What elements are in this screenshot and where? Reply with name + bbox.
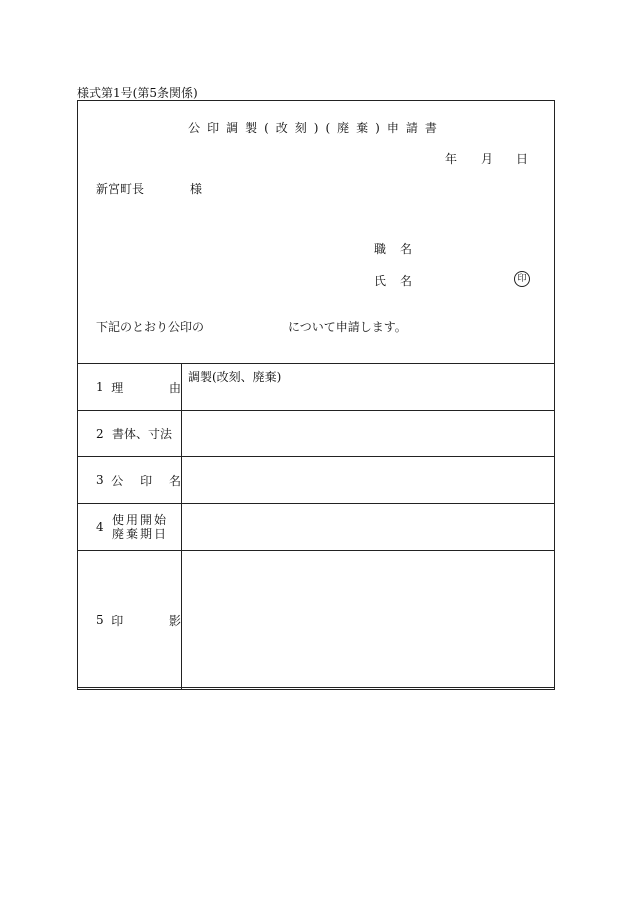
row-header xyxy=(78,411,182,457)
row-label-part: 公 xyxy=(111,473,124,488)
row-number: 3 xyxy=(96,473,104,487)
row-number: 4 xyxy=(96,520,104,534)
row-label-part: 名 xyxy=(168,473,181,488)
row-label-part: 由 xyxy=(168,380,181,395)
row-header xyxy=(78,551,182,690)
row-label-line: 使用開始 xyxy=(112,513,169,527)
honorific: 様 xyxy=(190,182,203,196)
table-row-seal-impression xyxy=(78,551,555,690)
row-number: 5 xyxy=(96,613,104,627)
row-label-part: 印 xyxy=(111,613,124,628)
row-label-line: 廃棄期日 xyxy=(112,527,169,541)
table-row-reason xyxy=(78,364,555,411)
row-header xyxy=(78,504,182,551)
addressee: 新宮町長 xyxy=(96,182,145,196)
row-label-part: 印 xyxy=(140,473,153,488)
seal-mark-icon: 印 xyxy=(514,271,530,287)
form-number-label: 様式第1号(第5条関係) xyxy=(77,86,198,100)
row-number: 1 xyxy=(96,380,104,394)
row-label: 書体、寸法 xyxy=(112,427,173,441)
name-label: 氏名 xyxy=(374,274,427,288)
seal-name-value[interactable] xyxy=(182,457,555,504)
row-header xyxy=(78,364,182,411)
seal-impression-value[interactable] xyxy=(182,551,555,690)
details-table xyxy=(77,363,555,690)
dates-value[interactable] xyxy=(182,504,555,551)
date-day-label: 日 xyxy=(516,152,529,166)
row-number: 2 xyxy=(96,426,104,441)
row-label-part: 影 xyxy=(168,613,181,628)
reason-value[interactable]: 調製(改刻、廃棄) xyxy=(182,364,555,411)
date-month-label: 月 xyxy=(481,152,494,166)
post-label: 職名 xyxy=(374,242,427,256)
table-row-dates xyxy=(78,504,555,551)
request-text-before: 下記のとおり公印の xyxy=(96,320,205,334)
row-header xyxy=(78,457,182,504)
request-text-after: について申請します。 xyxy=(288,320,407,334)
date-year-label: 年 xyxy=(445,152,458,166)
typeface-value[interactable] xyxy=(182,411,555,457)
table-row-typeface xyxy=(78,411,555,457)
form-title: 公印調製(改刻)(廃棄)申請書 xyxy=(188,121,444,135)
row-label-part: 理 xyxy=(111,380,124,395)
table-row-seal-name xyxy=(78,457,555,504)
application-form xyxy=(77,100,555,688)
